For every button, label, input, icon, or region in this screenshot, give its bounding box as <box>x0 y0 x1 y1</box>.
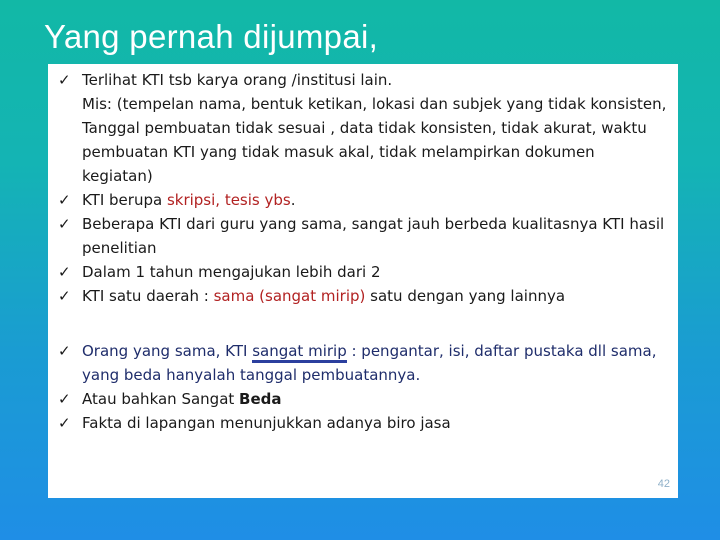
list-item-text: Mis: (tempelan nama, bentuk ketikan, lokasi dan subjek yang tidak konsisten, Tanggal pembuatan tidak sesuai , data tidak konsisten, tidak akurat, waktu pembuatan KTI yang tidak masuk akal, tidak melampirkan dokumen kegiatan) <box>82 95 667 185</box>
list-item <box>48 92 678 188</box>
checkmark-icon: ✓ <box>58 390 71 408</box>
list-item-text: satu dengan yang lainnya <box>365 287 566 305</box>
checkmark-icon: ✓ <box>58 287 71 305</box>
list-item-text: Atau bahkan Sangat <box>82 390 240 408</box>
list-item <box>48 260 678 284</box>
checkmark-icon: ✓ <box>58 191 71 209</box>
list-item-text: KTI satu daerah : <box>82 287 214 305</box>
list-item-text: . <box>290 191 296 209</box>
page-number: 42 <box>657 478 670 490</box>
list-item-text: KTI berupa <box>82 191 167 209</box>
list-item-text: : pengantar, isi, daftar pustaka dll sama, yang beda hanyalah tanggal pembuatannya. <box>82 342 657 384</box>
list-item <box>48 387 678 411</box>
list-item <box>48 284 678 308</box>
list-item <box>48 411 678 435</box>
bold-text: Beda <box>239 390 282 408</box>
slide-title: Yang pernah dijumpai, <box>44 18 379 55</box>
checkmark-icon: ✓ <box>58 263 71 281</box>
checkmark-icon: ✓ <box>58 342 71 360</box>
list-item-text: Orang yang sama, KTI <box>82 342 253 360</box>
highlight-text: sama (sangat mirip) <box>213 287 366 305</box>
highlight-text: skripsi, tesis ybs <box>166 191 291 209</box>
list-item <box>48 68 678 92</box>
list-item-text: Beberapa KTI dari guru yang sama, sangat jauh berbeda kualitasnya KTI hasil penelitian <box>82 215 665 257</box>
underlined-text: sangat mirip <box>252 342 347 363</box>
bullet-list-1 <box>48 68 678 308</box>
list-item-text: Terlihat KTI tsb karya orang /institusi lain. <box>82 71 393 89</box>
checkmark-icon: ✓ <box>58 71 71 89</box>
bullet-list-2 <box>48 339 678 435</box>
list-item-text: Dalam 1 tahun mengajukan lebih dari 2 <box>82 263 381 281</box>
list-item-text: Fakta di lapangan menunjukkan adanya biro jasa <box>82 414 451 432</box>
list-item <box>48 188 678 212</box>
checkmark-icon: ✓ <box>58 215 71 233</box>
checkmark-icon: ✓ <box>58 414 71 432</box>
content-panel <box>48 64 678 498</box>
list-item <box>48 339 678 387</box>
list-item <box>48 212 678 260</box>
